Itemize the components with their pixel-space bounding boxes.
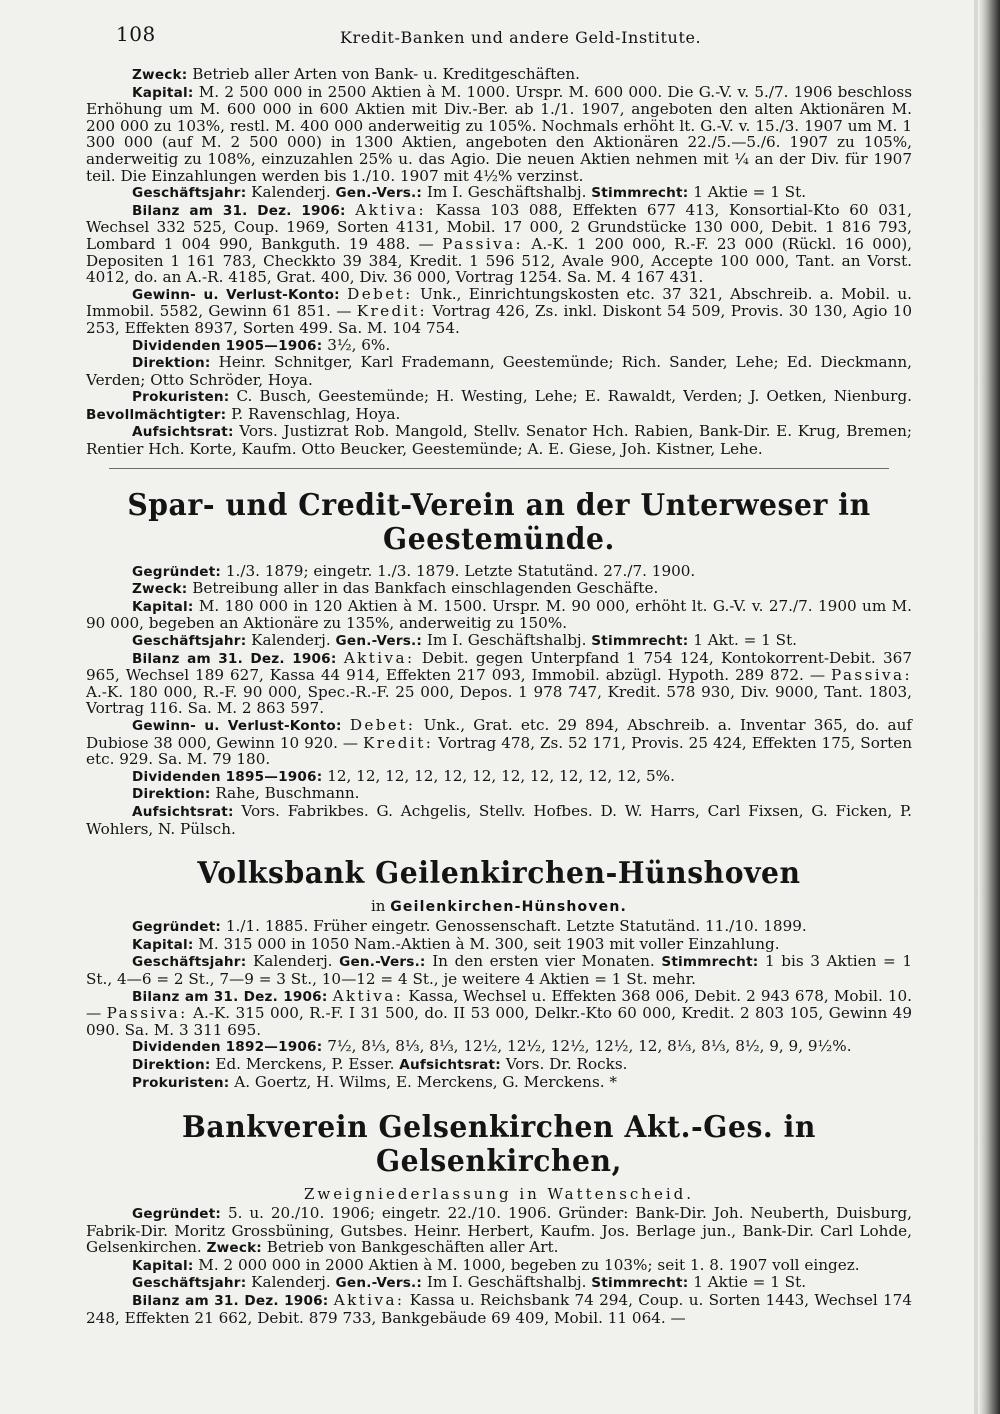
dividenden-paragraph: Dividenden 1895—1906: 12, 12, 12, 12, 12, 12, 12, 12, 12, 12, 12, 5%. bbox=[132, 766, 675, 785]
kapital-paragraph: Kapital: M. 180 000 in 120 Aktien à M. 1500. Urspr. M. 90 000, erhöht lt. G.-V. v. 27./7. 1900 um M. 90 000, begeben an Aktionäre zu 135%, anderweitig zu 150%. bbox=[86, 596, 913, 633]
bilanz-paragraph: Bilanz am 31. Dez. 1906: Aktiva: Kassa 103 088, Effekten 677 413, Konsortial-Kto 60 031, Wechsel 332 525, Coup. 1969, Sorten 4131, Mobil. 17 000, 2 Grundstücke 130 000, Debit. 1 816 793, Lombard 1 004 990, Bankguth. 19 488. — Passiva: A.-K. 1 200 000, R.-F. 23 000 (Rückl. 16 000), Depositen 1 161 783, Checkkto 39 384, Kredit. 1 596 512, Avale 900, Accepte 100 000, Tant. an Vorst. 4012, do. an A.-R. 4185, Grat. 400, Div. 36 000, Vortrag 1254. Sa. M. 4 167 431. bbox=[86, 200, 913, 287]
aufsichtsrat-paragraph: Aufsichtsrat: Vors. Fabrikbes. G. Achgelis, Stellv. Hofbes. D. W. Harrs, Carl Fixsen, G. Ficken, P. Wohlers, N. Pülsch. bbox=[86, 801, 912, 838]
bilanz-paragraph: Bilanz am 31. Dez. 1906: Aktiva: Debit. gegen Unterpfand 1 754 124, Kontokorrent-Debit. 367 965, Wechsel 189 627, Kassa 44 914, Effekten 217 093, Immobil. abzügl. Hypoth. 289 872. — Passiva: A.-K. 180 000, R.-F. 90 000, Spec.-R.-F. 25 000, Depos. 1 978 747, Kredit. 578 930, Div. 9000, Tant. 1803, Vortrag 116. Sa. M. 2 863 597. bbox=[86, 648, 913, 718]
geschaeftsjahr-paragraph: Geschäftsjahr: Kalenderj. Gen.-Vers.: In den ersten vier Monaten. Stimmrecht: 1 bis 3 Aktien = 1 St., 4—6 = 2 St., 7—9 = 3 St., 10—12 = 4 St., je weitere 4 Aktien = 1 St. mehr. bbox=[86, 952, 913, 988]
direktion-paragraph: Direktion: Heinr. Schnitger, Karl Frademann, Geestemünde; Rich. Sander, Lehe; Ed. Dieckmann, Verden; Otto Schröder, Hoya. bbox=[86, 353, 913, 389]
guv-paragraph: Gewinn- u. Verlust-Konto: Debet: Unk., Grat. etc. 29 894, Abschreib. a. Inventar 365, do. auf Dubiose 38 000, Gewinn 10 920. — Kredit: Vortrag 478, Zs. 52 171, Provis. 25 424, Effekten 175, Sorten etc. 929. Sa. M. 79 180. bbox=[86, 716, 912, 769]
entry-subtitle: Zweigniederlassung in Wattenscheid. bbox=[303, 1185, 695, 1204]
aufsichtsrat-paragraph: Aufsichtsrat: Vors. Justizrat Rob. Mangold, Stellv. Senator Hch. Rabien, Bank-Dir. E. Krug, Bremen; Rentier Hch. Korte, Kaufm. Otto Beucker, Geestemünde; A. E. Giese, Joh. Kistner, Lehe. bbox=[86, 422, 912, 459]
entry-subtitle: in Geilenkirchen-Hünshoven. bbox=[370, 897, 628, 916]
page-number: 108 bbox=[116, 22, 156, 46]
text-column bbox=[86, 66, 912, 1326]
direktion-paragraph: Direktion: Rahe, Buschmann. bbox=[132, 784, 360, 803]
dividenden-paragraph: Dividenden 1892—1906: 7½, 8⅓, 8⅓, 8⅓, 12½, 12½, 12½, 12½, 12, 8⅓, 8⅓, 8½, 9, 9, 9½%. bbox=[132, 1037, 852, 1056]
geschaeftsjahr-paragraph: Geschäftsjahr: Kalenderj. Gen.-Vers.: Im I. Geschäftshalbj. Stimmrecht: 1 Akt. = 1 St. bbox=[132, 631, 798, 650]
gegruendet-paragraph: Gegründet: 1./1. 1885. Früher eingetr. Genossenschaft. Letzte Statutänd. 11./10. 1899. bbox=[132, 917, 807, 936]
entry-title: Volksbank Geilenkirchen-Hünshoven bbox=[197, 856, 801, 892]
geschaeftsjahr-paragraph: Geschäftsjahr: Kalenderj. Gen.-Vers.: Im I. Geschäftshalbj. Stimmrecht: 1 Aktie = 1 St. bbox=[132, 1273, 807, 1292]
kapital-paragraph: Kapital: M. 2 500 000 in 2500 Aktien à M. 1000. Urspr. M. 600 000. Die G.-V. v. 5./7. 1906 beschloss Erhöhung um M. 600 000 in 600 Aktien mit Div.-Ber. ab 1./1. 1907, angeboten den alten Aktionären M. 200 000 zu 103%, restl. M. 400 000 anderweitig zu 105%. Nochmals erhöht lt. G.-V. v. 15./3. 1907 um M. 1 300 000 (auf M. 2 500 000) in 1300 Aktien, angeboten den Aktionären 22./5.—5./6. 1907 zu 105%, anderweitig zu 108%, einzuzahlen 25% u. das Agio. Die neuen Aktien nehmen mit ¼ an der Div. für 1907 teil. Die Einzahlungen werden bis 1./10. 1907 mit 4½% verzinst. bbox=[86, 82, 912, 185]
entry-bankverein-gelsenkirchen bbox=[86, 1111, 912, 1326]
zweck-paragraph: Zweck: Betrieb aller Arten von Bank- u. Kreditgeschäften. bbox=[132, 65, 580, 83]
entry-bank-continued bbox=[86, 66, 912, 469]
zweck-paragraph: Zweck: Betreibung aller in das Bankfach einschlagenden Geschäfte. bbox=[132, 579, 659, 598]
entry-spar-credit-verein bbox=[86, 489, 912, 838]
running-head bbox=[0, 18, 1000, 58]
prokuristen-paragraph: Prokuristen: C. Busch, Geestemünde; H. Westing, Lehe; E. Rawaldt, Verden; J. Oetken, Nienburg. Bevollmächtigter: P. Ravenschlag, Hoya. bbox=[86, 387, 912, 423]
dividenden-paragraph: Dividenden 1905—1906: 3½, 6%. bbox=[132, 335, 391, 354]
geschaeftsjahr-paragraph: Geschäftsjahr: Kalenderj. Gen.-Vers.: Im I. Geschäftshalbj. Stimmrecht: 1 Aktie = 1 St. bbox=[132, 183, 807, 202]
bilanz-paragraph: Bilanz am 31. Dez. 1906: Aktiva: Kassa u. Reichsbank 74 294, Coup. u. Sorten 1443, Wechsel 174 248, Effekten 21 662, Debit. 879 733, Bankgebäude 69 409, Mobil. 11 064. — bbox=[86, 1291, 913, 1327]
kapital-paragraph: Kapital: M. 2 000 000 in 2000 Aktien à M. 1000, begeben zu 103%; seit 1. 8. 1907 voll eingez. bbox=[132, 1255, 860, 1274]
bilanz-paragraph: Bilanz am 31. Dez. 1906: Aktiva: Kassa, Wechsel u. Effekten 368 006, Debit. 2 943 678, Mobil. 10. — Passiva: A.-K. 315 000, R.-F. I 31 500, do. II 53 000, Delkr.-Kto 60 000, Kredit. 2 803 105, Gewinn 49 090. Sa. M. 3 311 695. bbox=[86, 986, 913, 1039]
book-gutter bbox=[978, 0, 1000, 1414]
gegruendet-paragraph: Gegründet: 1./3. 1879; eingetr. 1./3. 1879. Letzte Statutänd. 27./7. 1900. bbox=[132, 561, 696, 580]
prokuristen-paragraph: Prokuristen: A. Goertz, H. Wilms, E. Merckens, G. Merckens. * bbox=[132, 1072, 617, 1091]
entry-title: Spar- und Credit-Verein an der Unterweser in Geestemünde. bbox=[127, 487, 871, 557]
footnote-marker: * bbox=[609, 1072, 617, 1091]
running-title: Kredit-Banken und andere Geld-Institute. bbox=[340, 28, 702, 47]
direktion-paragraph: Direktion: Ed. Merckens, P. Esser. Aufsichtsrat: Vors. Dr. Rocks. bbox=[132, 1054, 628, 1073]
entry-title: Bankverein Gelsenkirchen Akt.-Ges. in Gelsenkirchen, bbox=[181, 1110, 817, 1180]
section-divider bbox=[109, 468, 889, 469]
entry-volksbank-geilenkirchen bbox=[86, 857, 912, 1091]
gegruendet-paragraph: Gegründet: 5. u. 20./10. 1906; eingetr. 22./10. 1906. Gründer: Bank-Dir. Joh. Neuberth, Duisburg, Fabrik-Dir. Moritz Grossbüning, Gutsbes. Heinr. Herbert, Kaufm. Jos. Berlage jun., Bank-Dir. Carl Lohde, Gelsenkirchen. Zweck: Betrieb von Bankgeschäften aller Art. bbox=[86, 1204, 913, 1257]
guv-paragraph: Gewinn- u. Verlust-Konto: Debet: Unk., Einrichtungskosten etc. 37 321, Abschreib. a. Mobil. u. Immobil. 5582, Gewinn 61 851. — Kredit: Vortrag 426, Zs. inkl. Diskont 54 509, Provis. 30 130, Agio 10 253, Effekten 8937, Sorten 499. Sa. M. 104 754. bbox=[86, 284, 913, 337]
kapital-paragraph: Kapital: M. 315 000 in 1050 Nam.-Aktien à M. 300, seit 1903 mit voller Einzahlung. bbox=[132, 934, 780, 953]
